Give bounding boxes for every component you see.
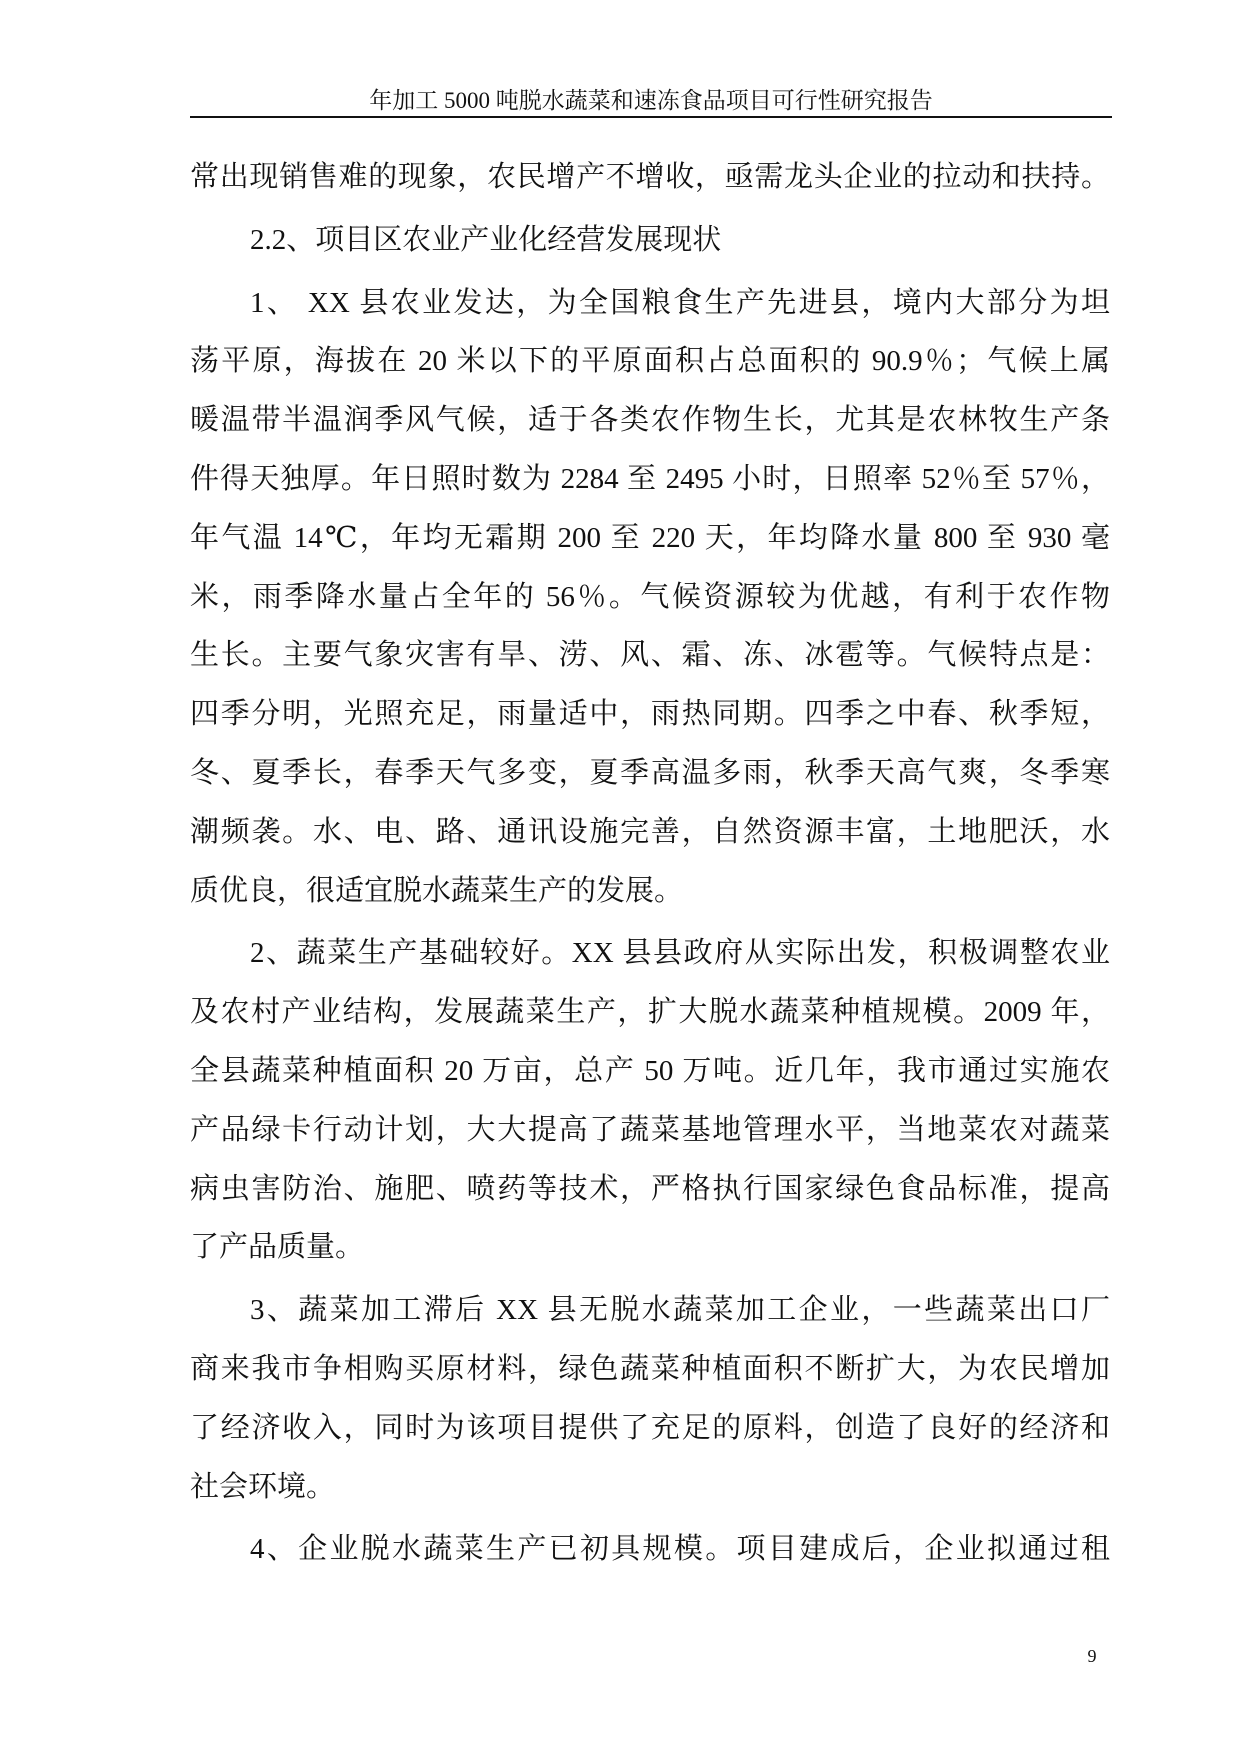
text-line: 4、企业脱水蔬菜生产已初具规模。项目建成后，企业拟通过租 <box>250 1533 1110 1566</box>
text-line: 了经济收入，同时为该项目提供了充足的原料，创造了良好的经济和 <box>190 1411 1110 1444</box>
text-line: 年气温 14℃，年均无霜期 200 至 220 天，年均降水量 800 至 930 毫 <box>190 521 1110 554</box>
text-line: 质优良，很适宜脱水蔬菜生产的发展。 <box>190 874 684 907</box>
paragraph-item-1 <box>190 274 1110 921</box>
text-line: 2、蔬菜生产基础较好。XX 县县政府从实际出发，积极调整农业 <box>250 937 1110 970</box>
text-line: 件得天独厚。年日照时数为 2284 至 2495 小时，日照率 52％至 57％， <box>190 462 1110 495</box>
text-line: 及农村产业结构，发展蔬菜生产，扩大脱水蔬菜种植规模。2009 年， <box>190 996 1110 1029</box>
text-line: 病虫害防治、施肥、喷药等技术，严格执行国家绿色食品标准，提高 <box>190 1172 1110 1205</box>
section-heading <box>190 211 1110 270</box>
section-heading-text: 2.2、项目区农业产业化经营发展现状 <box>250 223 722 256</box>
text-line: 生长。主要气象灾害有旱、涝、风、霜、冻、冰雹等。气候特点是： <box>190 639 1110 672</box>
page-number: 9 <box>1087 1646 1097 1666</box>
text-line: 产品绿卡行动计划，大大提高了蔬菜基地管理水平，当地菜农对蔬菜 <box>190 1113 1110 1146</box>
text-line: 了产品质量。 <box>190 1231 365 1264</box>
running-header <box>190 80 1112 116</box>
text-line: 社会环境。 <box>190 1470 336 1503</box>
text-line: 暖温带半温润季风气候，适于各类农作物生长，尤其是农林牧生产条 <box>190 404 1110 437</box>
text-line: 荡平原，海拔在 20 米以下的平原面积占总面积的 90.9％；气候上属 <box>190 345 1110 378</box>
text-line: 米，雨季降水量占全年的 56％。气候资源较为优越，有利于农作物 <box>190 580 1110 613</box>
paragraph-item-2 <box>190 924 1110 1277</box>
text-line: 冬、夏季长，春季天气多变，夏季高温多雨，秋季天高气爽，冬季寒 <box>190 756 1110 789</box>
text-line: 商来我市争相购买原材料，绿色蔬菜种植面积不断扩大，为农民增加 <box>190 1352 1110 1385</box>
text-line: 3、蔬菜加工滞后 XX 县无脱水蔬菜加工企业，一些蔬菜出口厂 <box>250 1294 1110 1327</box>
paragraph-item-4 <box>190 1520 1110 1579</box>
text-line: 1、 XX 县农业发达，为全国粮食生产先进县，境内大部分为坦 <box>250 286 1110 319</box>
text-line: 全县蔬菜种植面积 20 万亩，总产 50 万吨。近几年，我市通过实施农 <box>190 1054 1110 1087</box>
running-header-title: 年加工 5000 吨脱水蔬菜和速冻食品项目可行性研究报告 <box>369 88 933 113</box>
header-rule <box>190 116 1112 118</box>
paragraph-continuation <box>190 148 1110 207</box>
document-body <box>190 148 1110 1579</box>
paragraph-item-3 <box>190 1281 1110 1516</box>
text-line: 常出现销售难的现象，农民增产不增收，亟需龙头企业的拉动和扶持。 <box>190 161 1110 193</box>
text-line: 四季分明，光照充足，雨量适中，雨热同期。四季之中春、秋季短， <box>190 698 1110 731</box>
text-line: 潮频袭。水、电、路、通讯设施完善，自然资源丰富，土地肥沃，水 <box>190 815 1110 848</box>
